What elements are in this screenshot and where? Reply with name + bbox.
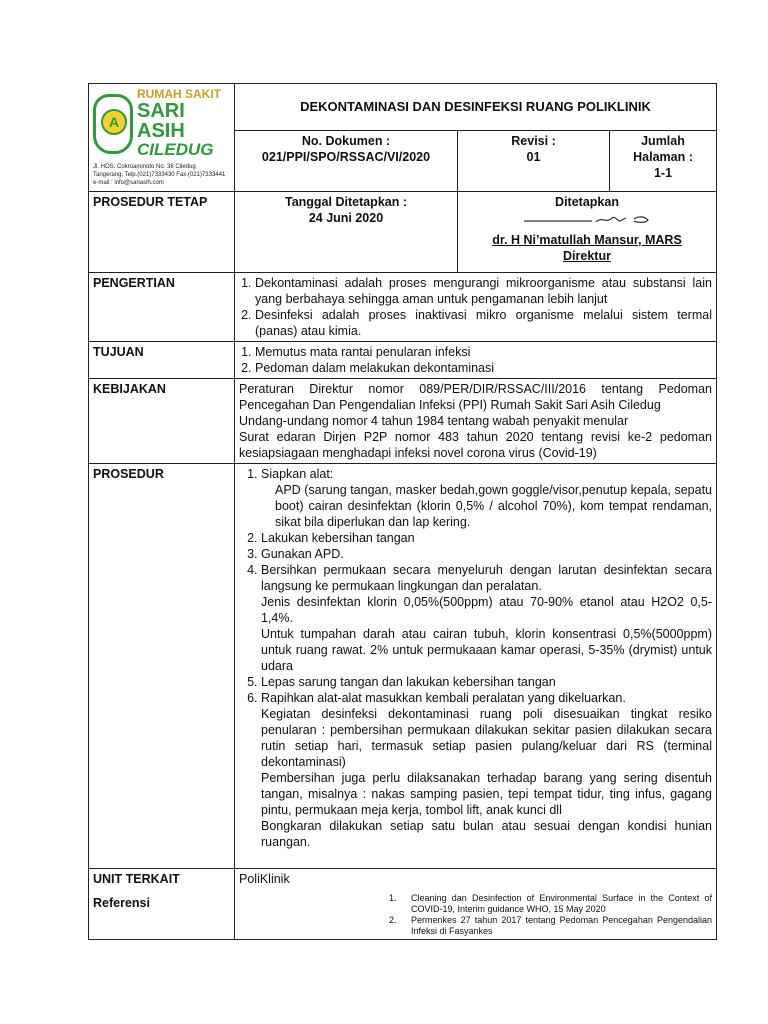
- kebijakan-p1: Peraturan Direktur nomor 089/PER/DIR/RSSAC/III/2016 tentang Pedoman Pencegahan Dan Pengendalian Infeksi (PPI) Rumah Sakit Sari Asih Ciledug: [239, 382, 712, 412]
- revisi-label: Revisi :: [511, 134, 556, 148]
- hospital-address: Jl. HOS. Cokroaminoto No. 38 Ciledug Tangerang, Telp.(021)7333430 Fax.(021)7333441 e-mail : info@sariasih.com: [93, 164, 226, 186]
- no-dokumen-label: No. Dokumen :: [301, 134, 391, 148]
- kebijakan-label: KEBIJAKAN: [89, 379, 235, 464]
- referensi-label: Referensi: [93, 896, 150, 910]
- prosedur-content: [235, 464, 717, 869]
- list-item: 3. Gunakan APD.: [261, 546, 712, 562]
- prosedur-tetap-label: PROSEDUR TETAP: [89, 192, 235, 273]
- prosedur-label: PROSEDUR: [89, 464, 235, 869]
- kebijakan-p3: Surat edaran Dirjen P2P nomor 483 tahun 2020 tentang revisi ke-2 pedoman kesiapsiagaan menghadapi infeksi novel corona virus (Covid-19): [239, 430, 712, 460]
- sop-document: [88, 83, 716, 940]
- list-item: 1. Dekontaminasi adalah proses mengurangi mikroorganisme atau substansi lain yang berbahaya sehingga aman untuk pengamanan lebih lanjut: [255, 275, 712, 307]
- unit-terkait-value: PoliKlinik: [239, 872, 290, 886]
- no-dokumen-value: 021/PPI/SPO/RSSAC/VI/2020: [261, 150, 431, 164]
- signer-name: dr. H Ni’matullah Mansur, MARS: [492, 233, 682, 247]
- tujuan-label: TUJUAN: [89, 342, 235, 379]
- signer-title: Direktur: [563, 249, 611, 263]
- hospital-logo-cell: [89, 84, 235, 192]
- logo-line2: SARI ASIH: [137, 100, 185, 142]
- unit-terkait-referensi-content: [235, 869, 717, 940]
- document-title: DEKONTAMINASI DAN DESINFEKSI RUANG POLIKLINIK: [235, 84, 717, 131]
- pengertian-content: [235, 273, 717, 342]
- hospital-emblem-icon: A: [93, 94, 133, 154]
- list-item: 2. Lakukan kebersihan tangan: [261, 530, 712, 546]
- revisi-value: 01: [526, 150, 541, 164]
- tujuan-content: [235, 342, 717, 379]
- unit-terkait-referensi-labels: [89, 869, 235, 940]
- pengertian-label: PENGERTIAN: [89, 273, 235, 342]
- list-item: 2. Desinfeksi adalah proses inaktivasi mikro organisme melalui sistem termal (panas) atau kimia.: [255, 307, 712, 339]
- referensi-list: [239, 893, 712, 937]
- tanggal-ditetapkan-value: 24 Juni 2020: [308, 211, 384, 225]
- tanggal-ditetapkan-cell: Tanggal Ditetapkan : 24 Juni 2020: [235, 192, 458, 273]
- kebijakan-p2: Undang-undang nomor 4 tahun 1984 tentang wabah penyakit menular: [239, 414, 629, 428]
- no-dokumen-cell: [235, 131, 458, 192]
- list-item: 1. Cleaning dan Desinfection of Environmental Surface in the Context of COVID-19, Interim guidance WHO, 15 May 2020: [389, 893, 712, 914]
- ditetapkan-cell: Ditetapkan dr. H Ni’matullah Mansur, MARS Direktur: [458, 192, 717, 273]
- kebijakan-content: [235, 379, 717, 464]
- jumlah-halaman-value: 1-1: [653, 166, 673, 180]
- sop-table: [88, 83, 717, 940]
- list-item: 5. Lepas sarung tangan dan lakukan kebersihan tangan: [261, 674, 712, 690]
- list-item: 2. Permenkes 27 tahun 2017 tentang Pedoman Pencegahan Pengendalian Infeksi di Fasyankes: [389, 915, 712, 936]
- jumlah-halaman-cell: Jumlah Halaman : 1-1: [610, 131, 717, 192]
- list-item: 1. Siapkan alat: APD (sarung tangan, masker bedah,gown goggle/visor,penutup kepala, sepatu boot) cairan desinfektan (klorin 0,5% / alcohol 70%), kom tempat rendaman, sikat bila diperlukan dan lap kering.: [261, 466, 712, 530]
- logo-line3: CILEDUG: [137, 140, 214, 159]
- list-item: 1. Memutus mata rantai penularan infeksi: [255, 344, 712, 360]
- hospital-logo: [93, 88, 230, 159]
- list-item: 6. Rapihkan alat-alat masukkan kembali peralatan yang dikeluarkan. Kegiatan desinfeksi dekontaminasi ruang poli disesuaikan tingkat resiko penularan : pembersihan permukaan dilakukan sekitar pasien dilakukan secara rutin setiap hari, termasuk setiap pasien pulang/keluar dari RS (terminal dekontaminasi) Pembersihan juga perlu dilaksanakan terhadap barang yang sering disentuh tangan, misalnya : nakas samping pasien, tepi tempat tidur, ting infus, gagang pintu, permukaan meja kerja, tombol lift, anak kunci dll Bongkaran dilakukan setiap satu bulan atau sesuai dengan kondisi hunian ruangan.: [261, 690, 712, 850]
- list-item: 4. Bersihkan permukaan secara menyeluruh dengan larutan desinfektan secara langsung ke permukaan lingkungan dan peralatan. Jenis desinfektan klorin 0,05%(500ppm) atau 70-90% etanol atau H2O2 0,5-1,4%. Untuk tumpahan darah atau cairan tubuh, klorin konsentrasi 0,5%(5000ppm) untuk ruang rawat. 2% untuk permukaaan kamar operasi, 5-35% (drymist) untuk udara: [261, 562, 712, 674]
- logo-line1: RUMAH SAKIT: [137, 87, 221, 101]
- unit-terkait-label: UNIT TERKAIT: [93, 872, 180, 886]
- revisi-cell: [458, 131, 610, 192]
- signature-image: [522, 212, 652, 226]
- list-item: 2. Pedoman dalam melakukan dekontaminasi: [255, 360, 712, 376]
